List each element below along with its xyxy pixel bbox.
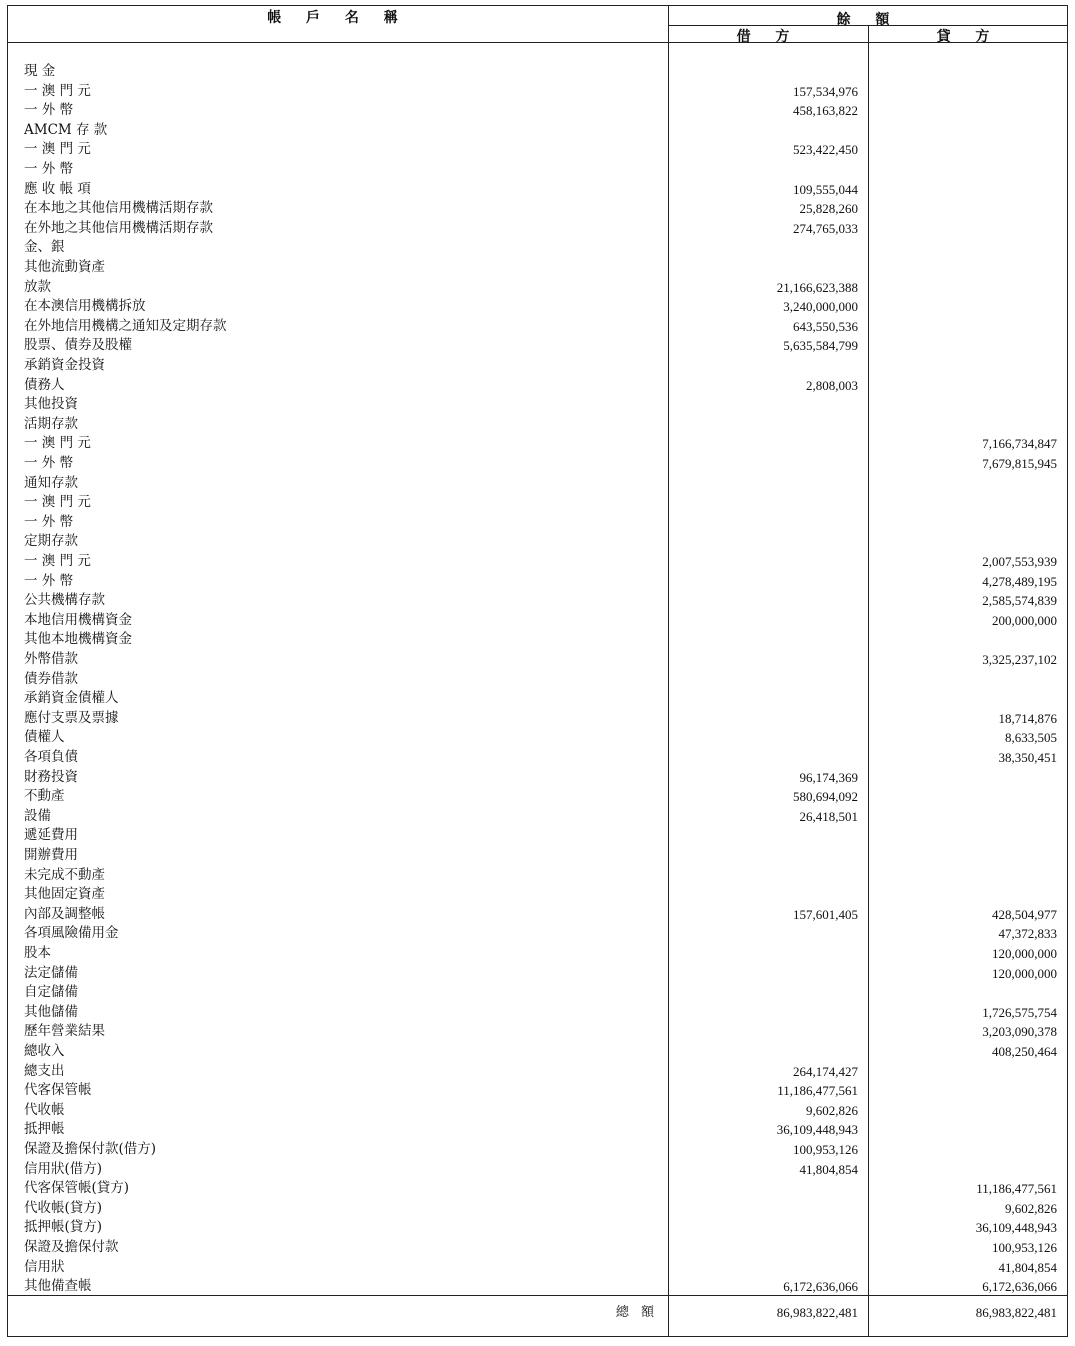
- credit-amount: 120,000,000: [992, 946, 1057, 961]
- account-name: 總收入: [24, 1043, 65, 1059]
- credit-amount: 100,953,126: [992, 1240, 1057, 1255]
- table-row: [0, 415, 1075, 435]
- table-row: [0, 1160, 1075, 1180]
- account-name: 保證及擔保付款: [24, 1239, 119, 1255]
- table-row: [0, 1101, 1075, 1121]
- table-row: [0, 1042, 1075, 1062]
- account-name: 遞延費用: [24, 827, 78, 844]
- header-balance: 餘 額: [836, 12, 900, 28]
- debit-amount: 109,555,044: [793, 181, 858, 197]
- table-row: [0, 356, 1075, 376]
- account-name: 公共機構存款: [24, 592, 105, 609]
- account-name: 財務投資: [24, 768, 78, 785]
- table-row: [0, 924, 1075, 944]
- account-name: 其他儲備: [24, 1003, 78, 1020]
- credit-amount: 38,350,451: [998, 750, 1057, 765]
- debit-amount: 643,550,536: [793, 318, 858, 334]
- credit-amount: 3,325,237,102: [982, 652, 1057, 667]
- table-row: [0, 728, 1075, 748]
- debit-amount: 26,418,501: [799, 808, 858, 824]
- table-row: [0, 807, 1075, 827]
- table-row: [0, 787, 1075, 807]
- account-name: 本地信用機構資金: [24, 611, 132, 628]
- table-row: [0, 1179, 1075, 1199]
- account-name: 一 澳 門 元: [24, 494, 91, 511]
- account-name: 總支出: [24, 1062, 65, 1079]
- table-row: [0, 317, 1075, 337]
- credit-amount: 408,250,464: [992, 1044, 1057, 1059]
- debit-amount: 36,109,448,943: [776, 1122, 858, 1138]
- account-name: 活期存款: [24, 415, 78, 432]
- table-row: [0, 1199, 1075, 1219]
- account-name: 抵押帳: [24, 1121, 65, 1138]
- table-row: [0, 493, 1075, 513]
- debit-amount: 21,166,623,388: [776, 279, 858, 295]
- account-name: 保證及擔保付款(借方): [24, 1141, 157, 1157]
- account-name: 應 收 帳 項: [24, 180, 91, 197]
- account-name: 在本地之其他信用機構活期存款: [24, 200, 213, 217]
- credit-amount: 9,602,826: [1005, 1200, 1057, 1216]
- table-row: [0, 376, 1075, 396]
- table-row: [0, 140, 1075, 160]
- credit-amount: 120,000,000: [992, 965, 1057, 981]
- credit-amount: 8,633,505: [1005, 730, 1057, 746]
- table-row: [0, 983, 1075, 1003]
- debit-amount: 458,163,822: [793, 103, 858, 119]
- credit-amount: 200,000,000: [992, 612, 1057, 628]
- header-debit: 借 方: [736, 29, 800, 45]
- account-name: 開辦費用: [24, 847, 78, 863]
- table-row: [0, 1238, 1075, 1258]
- account-name: 股票、債券及股權: [24, 337, 132, 354]
- table-row: [0, 180, 1075, 200]
- account-name: 在外地信用機構之通知及定期存款: [24, 317, 227, 334]
- table-row: [0, 572, 1075, 592]
- account-name: 定期存款: [24, 533, 78, 550]
- account-name: 代客保管帳: [24, 1082, 92, 1099]
- account-name: 承銷資金債權人: [24, 690, 119, 707]
- table-row: [0, 1003, 1075, 1023]
- credit-amount: 47,372,833: [998, 926, 1057, 942]
- account-name: 其他固定資產: [24, 886, 105, 903]
- header-credit: 貸 方: [936, 29, 1000, 45]
- account-name: 通知存款: [24, 474, 78, 491]
- credit-amount: 428,504,977: [992, 906, 1057, 922]
- table-row: [0, 768, 1075, 788]
- account-name: 一 外 幣: [24, 513, 74, 530]
- table-row: [0, 278, 1075, 298]
- credit-amount: 11,186,477,561: [976, 1181, 1057, 1197]
- debit-amount: 523,422,450: [793, 142, 858, 158]
- table-row: [0, 709, 1075, 729]
- account-name: 各項風險備用金: [24, 925, 119, 942]
- table-row: [0, 1218, 1075, 1238]
- table-row: [0, 650, 1075, 670]
- debit-amount: 580,694,092: [793, 789, 858, 805]
- table-row: [0, 944, 1075, 964]
- account-name: 代收帳(貸方): [24, 1199, 103, 1216]
- table-row: [0, 689, 1075, 709]
- table-row: [0, 846, 1075, 866]
- account-name: 一 澳 門 元: [24, 82, 91, 99]
- account-name: 代客保管帳(貸方): [24, 1180, 130, 1197]
- table-row: [0, 219, 1075, 239]
- account-name: 法定儲備: [24, 964, 78, 981]
- table-row: [0, 532, 1075, 552]
- table-row: [0, 826, 1075, 846]
- debit-amount: 157,601,405: [793, 906, 858, 922]
- table-row: [0, 1140, 1075, 1160]
- table-row: [0, 101, 1075, 121]
- table-row: [0, 866, 1075, 886]
- table-row: [0, 121, 1075, 141]
- account-name: AMCM 存 款: [24, 121, 108, 138]
- account-name: 放款: [24, 278, 51, 295]
- credit-amount: 2,007,553,939: [982, 554, 1057, 569]
- account-name: 自定儲備: [24, 984, 78, 1001]
- table-row: [0, 885, 1075, 905]
- credit-amount: 7,166,734,847: [982, 436, 1057, 452]
- table-row: [0, 1062, 1075, 1082]
- table-row: [0, 630, 1075, 650]
- table-row: [0, 62, 1075, 82]
- account-name: 債權人: [24, 729, 65, 746]
- table-row: [0, 611, 1075, 631]
- account-name: 債券借款: [24, 670, 78, 687]
- debit-amount: 157,534,976: [793, 83, 858, 99]
- table-row: [0, 1258, 1075, 1278]
- account-name: 各項負債: [24, 749, 78, 765]
- account-name: 一 澳 門 元: [24, 435, 91, 452]
- header-account-name: 帳 戶 名 稱: [267, 10, 408, 26]
- account-name: 未完成不動產: [24, 866, 105, 883]
- account-name: 信用狀: [24, 1258, 65, 1275]
- account-name: 其他流動資產: [24, 259, 105, 275]
- account-name: 抵押帳(貸方): [24, 1219, 103, 1236]
- table-row: [0, 474, 1075, 494]
- table-row: [0, 238, 1075, 258]
- account-name: 歷年營業結果: [24, 1023, 105, 1040]
- account-name: 在外地之其他信用機構活期存款: [24, 219, 213, 236]
- table-row: [0, 199, 1075, 219]
- account-name: 其他本地機構資金: [24, 631, 132, 648]
- table-row: [0, 1022, 1075, 1042]
- account-name: 承銷資金投資: [24, 357, 105, 373]
- table-row: [0, 297, 1075, 317]
- table-row: [0, 82, 1075, 102]
- table-row: [0, 591, 1075, 611]
- credit-amount: 6,172,636,066: [982, 1279, 1057, 1295]
- table-row: [0, 1120, 1075, 1140]
- account-name: 一 外 幣: [24, 102, 74, 119]
- debit-amount: 6,172,636,066: [783, 1279, 858, 1295]
- debit-amount: 25,828,260: [799, 201, 858, 217]
- debit-amount: 5,635,584,799: [783, 338, 858, 354]
- account-name: 設備: [24, 807, 51, 824]
- account-name: 一 外 幣: [24, 455, 74, 471]
- table-row: [0, 552, 1075, 572]
- account-name: 現 金: [24, 63, 56, 79]
- account-name: 股本: [24, 945, 51, 961]
- account-name: 金、銀: [24, 239, 65, 256]
- table-row: [0, 434, 1075, 454]
- credit-amount: 7,679,815,945: [982, 456, 1057, 471]
- debit-amount: 2,808,003: [806, 377, 858, 393]
- account-name: 信用狀(借方): [24, 1160, 103, 1177]
- account-name: 一 澳 門 元: [24, 553, 91, 569]
- credit-amount: 3,203,090,378: [982, 1024, 1057, 1040]
- account-name: 其他投資: [24, 396, 78, 413]
- table-row: [0, 748, 1075, 768]
- debit-amount: 3,240,000,000: [783, 299, 858, 315]
- account-name: 代收帳: [24, 1101, 65, 1118]
- account-name: 外幣借款: [24, 651, 78, 667]
- table-row: [0, 670, 1075, 690]
- debit-amount: 11,186,477,561: [777, 1083, 858, 1099]
- table-row: [0, 1081, 1075, 1101]
- account-name: 內部及調整帳: [24, 905, 105, 922]
- table-row: [0, 258, 1075, 278]
- account-name: 不動產: [24, 788, 65, 805]
- debit-amount: 100,953,126: [793, 1142, 858, 1157]
- account-name: 債務人: [24, 376, 65, 393]
- table-row: [0, 454, 1075, 474]
- debit-amount: 96,174,369: [799, 769, 858, 785]
- account-name: 在本澳信用機構拆放: [24, 298, 146, 315]
- credit-amount: 18,714,876: [998, 710, 1057, 726]
- total-credit: 86,983,822,481: [975, 1305, 1057, 1320]
- debit-amount: 274,765,033: [793, 220, 858, 236]
- table-row: [0, 513, 1075, 533]
- total-row: [0, 1303, 1075, 1323]
- total-label: 總 額: [615, 1305, 658, 1320]
- debit-amount: 264,174,427: [793, 1063, 858, 1079]
- table-row: [0, 905, 1075, 925]
- table-row: [0, 160, 1075, 180]
- credit-amount: 41,804,854: [998, 1259, 1057, 1275]
- credit-amount: 2,585,574,839: [982, 593, 1057, 609]
- table-row: [0, 336, 1075, 356]
- table-row: [0, 395, 1075, 415]
- account-name: 一 外 幣: [24, 572, 74, 589]
- account-name: 一 澳 門 元: [24, 141, 91, 158]
- credit-amount: 1,726,575,754: [982, 1004, 1057, 1020]
- total-debit: 86,983,822,481: [776, 1305, 858, 1320]
- debit-amount: 9,602,826: [806, 1102, 858, 1118]
- account-name: 一 外 幣: [24, 161, 74, 177]
- table-row: [0, 1277, 1075, 1297]
- account-name: 應付支票及票據: [24, 709, 119, 726]
- credit-amount: 4,278,489,195: [982, 573, 1057, 589]
- credit-amount: 36,109,448,943: [975, 1220, 1057, 1236]
- table-row: [0, 964, 1075, 984]
- debit-amount: 41,804,854: [799, 1161, 858, 1177]
- account-name: 其他備查帳: [24, 1278, 92, 1295]
